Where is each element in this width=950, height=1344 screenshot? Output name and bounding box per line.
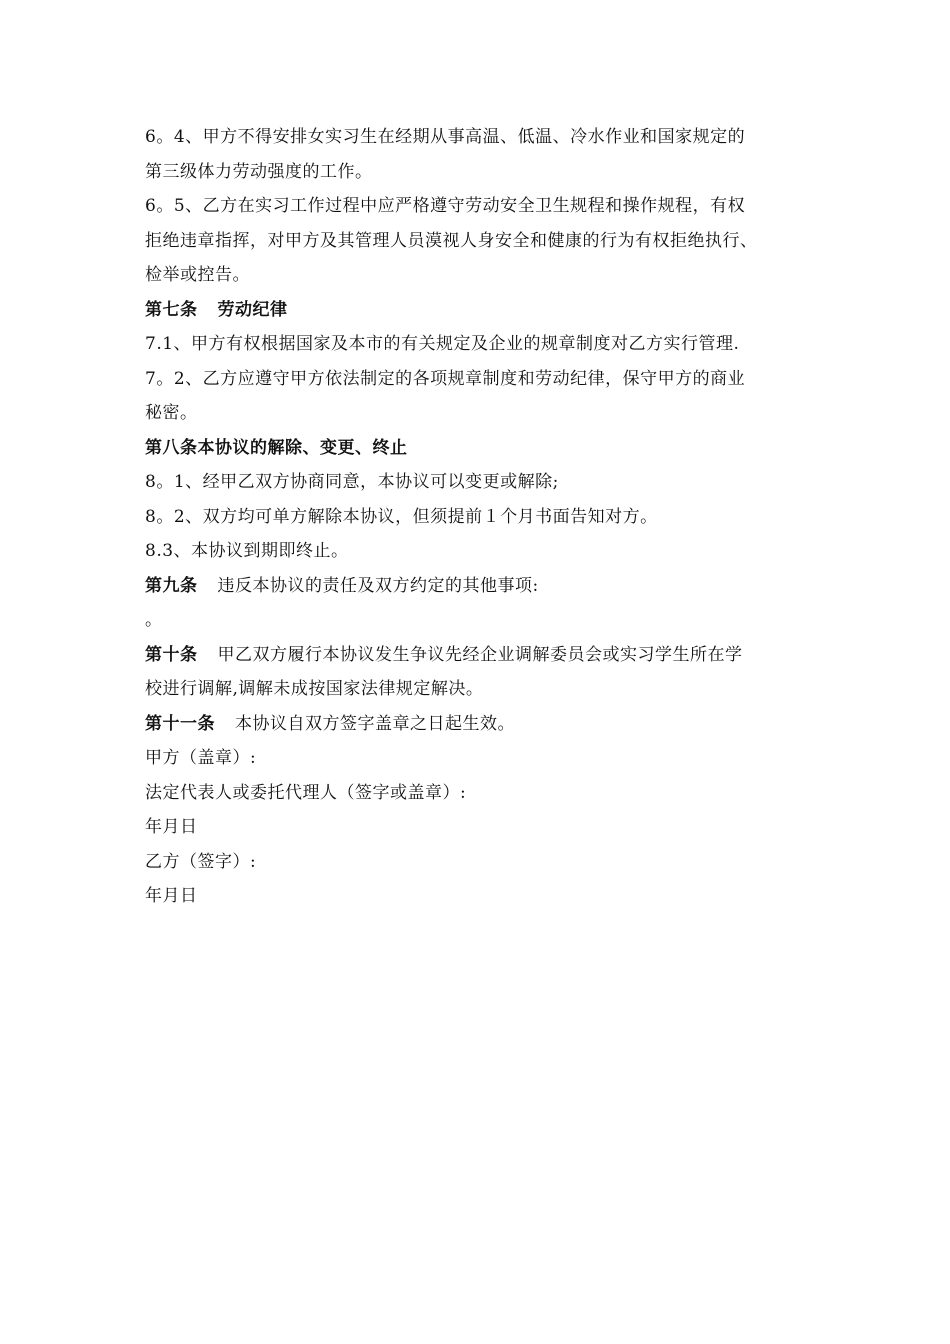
article-8-heading: 第八条本协议的解除、变更、终止 [145, 437, 408, 458]
clause-6-4-line-2: 第三级体力劳动强度的工作。 [145, 161, 373, 182]
clause-6-5-line-1: 6。5、乙方在实习工作过程中应严格遵守劳动安全卫生规程和操作规程，有权 [145, 196, 746, 216]
clause-7-2-line-2: 秘密。 [145, 403, 198, 423]
article-10-heading: 第十条 [145, 644, 198, 665]
document-page [145, 120, 815, 914]
clause-8-1: 8。1、经甲乙双方协商同意，本协议可以变更或解除; [145, 472, 559, 492]
clause-6-5-line-2: 拒绝违章指挥，对甲方及其管理人员漠视人身安全和健康的行为有权拒绝执行、 [145, 230, 758, 251]
article-9-heading: 第九条 [145, 575, 198, 596]
article-9-blank-line: 。 [145, 610, 163, 630]
article-10 [145, 638, 815, 673]
signature-date-a: 年月日 [145, 817, 198, 837]
signature-representative: 法定代表人或委托代理人（签字或盖章）: [145, 782, 467, 803]
article-9-text: 违反本协议的责任及双方约定的其他事项: [217, 575, 539, 596]
article-10-line-2: 校进行调解,调解未成按国家法律规定解决。 [145, 679, 484, 699]
article-11-heading: 第十一条 [145, 713, 215, 734]
article-9 [145, 569, 815, 604]
article-7-heading [145, 293, 815, 328]
clause-7-1: 7.1、甲方有权根据国家及本市的有关规定及企业的规章制度对乙方实行管理. [145, 334, 740, 354]
article-11 [145, 707, 815, 742]
clause-7-2-line-1: 7。2、乙方应遵守甲方依法制定的各项规章制度和劳动纪律，保守甲方的商业 [145, 368, 746, 389]
clause-8-3: 8.3、本协议到期即终止。 [145, 541, 349, 561]
clause-6-5-line-3: 检举或控告。 [145, 265, 250, 285]
article-10-text: 甲乙双方履行本协议发生争议先经企业调解委员会或实习学生所在学 [217, 644, 743, 665]
clause-8-2: 8。2、双方均可单方解除本协议，但须提前１个月书面告知对方。 [145, 506, 658, 527]
article-7-title: 劳动纪律 [217, 299, 288, 320]
signature-date-b: 年月日 [145, 886, 198, 906]
article-7-number: 第七条 [145, 299, 198, 320]
signature-party-a: 甲方（盖章）: [145, 748, 257, 768]
article-11-text: 本协议自双方签字盖章之日起生效。 [235, 713, 515, 734]
signature-party-b: 乙方（签字）: [145, 851, 257, 872]
clause-6-4-line-1: 6。4、甲方不得安排女实习生在经期从事高温、低温、冷水作业和国家规定的 [145, 127, 746, 147]
